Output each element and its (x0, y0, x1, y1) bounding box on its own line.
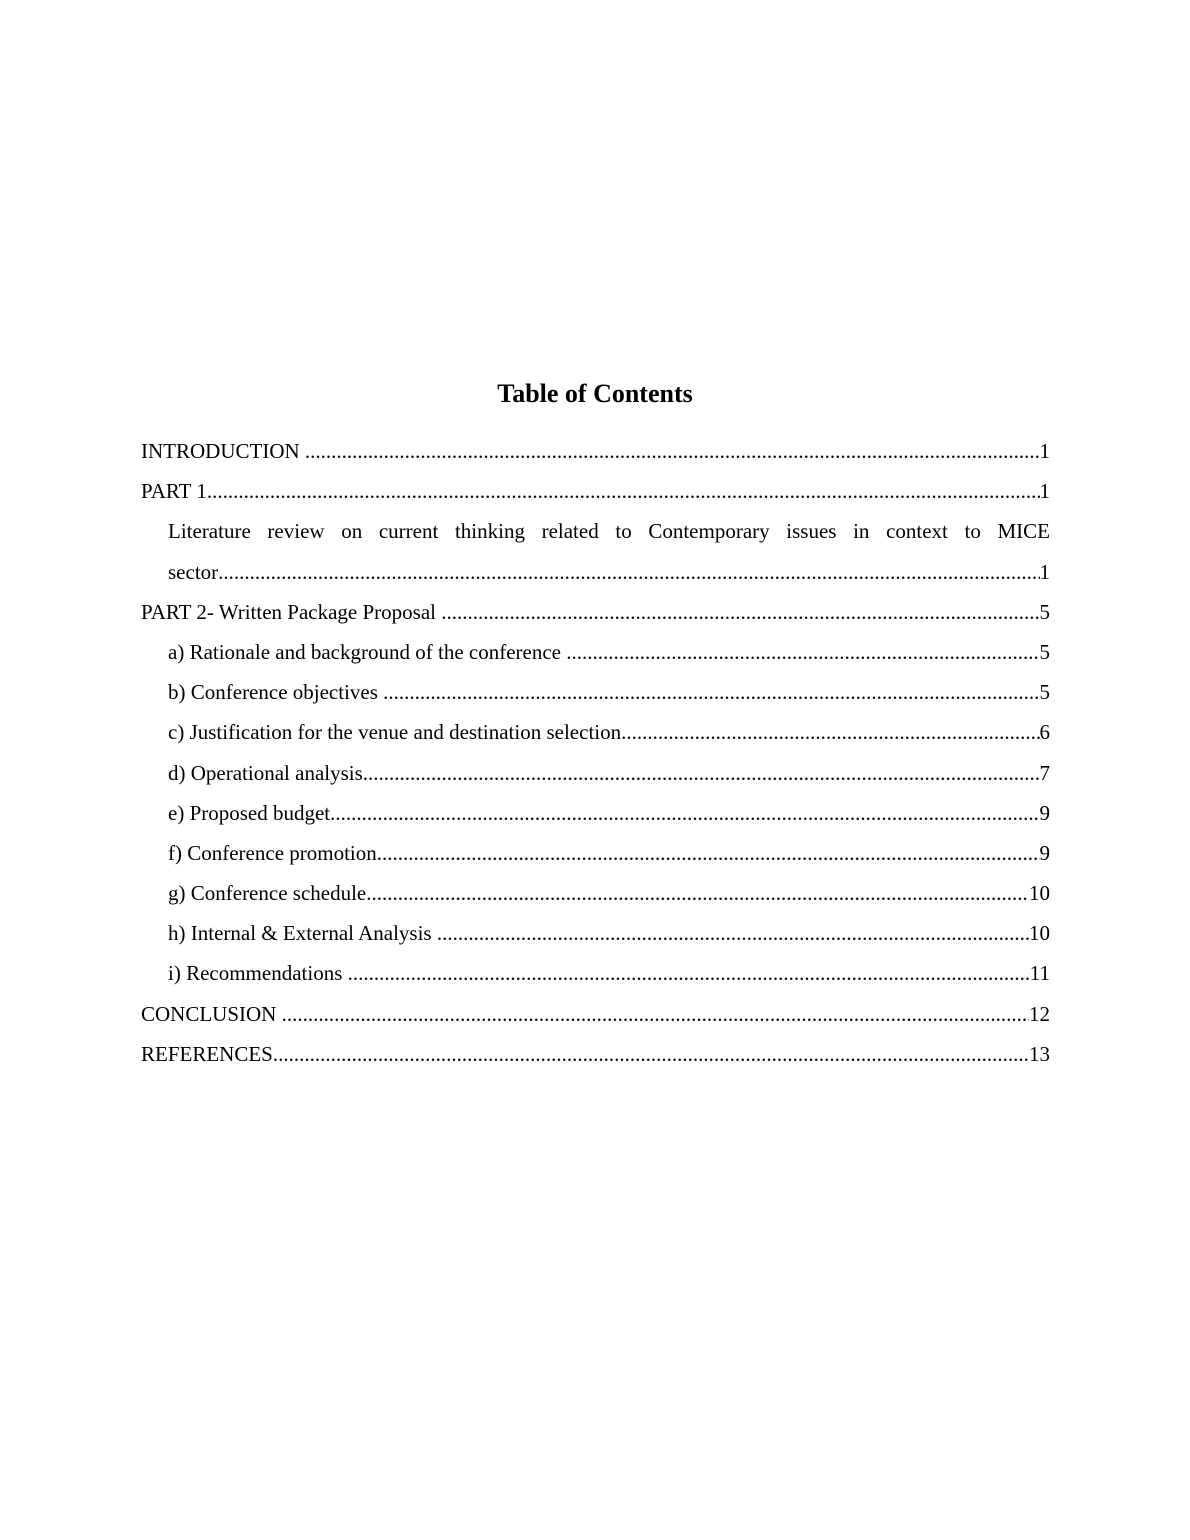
toc-entry-part-2[interactable] (141, 592, 1050, 632)
toc-entry-rationale[interactable] (141, 632, 1050, 672)
toc-page-number: 5 (1039, 599, 1050, 624)
toc-entry-label-line-2-row (168, 552, 1050, 592)
toc-entry-label: PART 1 (141, 479, 207, 504)
toc-dot-leader (273, 1034, 1029, 1074)
toc-page-number: 12 (1029, 1001, 1050, 1026)
toc-entry-internal-external-analysis[interactable] (141, 913, 1050, 953)
toc-entry-references[interactable] (141, 1034, 1050, 1074)
toc-dot-leader (437, 913, 1029, 953)
toc-entry-label: h) Internal & External Analysis (168, 921, 437, 946)
toc-entry-label: i) Recommendations (168, 961, 348, 986)
toc-entry-proposed-budget[interactable] (141, 793, 1050, 833)
toc-entry-operational-analysis[interactable] (141, 753, 1050, 793)
toc-entry-label: CONCLUSION (141, 1001, 282, 1026)
toc-dot-leader (621, 712, 1039, 752)
toc-entry-label: c) Justification for the venue and destination selection (168, 720, 622, 745)
toc-page-number: 5 (1039, 639, 1050, 664)
toc-entry-label: f) Conference promotion (168, 840, 377, 865)
toc-dot-leader (207, 471, 1040, 511)
toc-entry-conclusion[interactable] (141, 994, 1050, 1034)
toc-entry-label: REFERENCES (141, 1041, 273, 1066)
toc-entry-label: e) Proposed budget (168, 800, 331, 825)
toc-dot-leader (441, 592, 1039, 632)
toc-entry-justification[interactable] (141, 712, 1050, 752)
toc-dot-leader (366, 873, 1029, 913)
toc-dot-leader (305, 431, 1040, 471)
toc-page-number: 11 (1029, 961, 1050, 986)
toc-dot-leader (363, 753, 1040, 793)
toc-page-number: 6 (1039, 720, 1050, 745)
toc-title: Table of Contents (497, 379, 693, 408)
table-of-contents (141, 431, 1050, 1074)
toc-dot-leader (348, 953, 1030, 993)
toc-entry-part-1[interactable] (141, 471, 1050, 511)
toc-dot-leader (566, 632, 1039, 672)
toc-page-number: 7 (1039, 760, 1050, 785)
toc-entry-objectives[interactable] (141, 672, 1050, 712)
toc-page-number: 9 (1039, 840, 1050, 865)
toc-entry-label: INTRODUCTION (141, 439, 305, 463)
toc-dot-leader (282, 994, 1029, 1034)
toc-page-number: 1 (1039, 559, 1050, 584)
toc-entry-conference-schedule[interactable] (141, 873, 1050, 913)
toc-entry-conference-promotion[interactable] (141, 833, 1050, 873)
toc-entry-label: a) Rationale and background of the conference (168, 639, 567, 664)
toc-page-number: 5 (1039, 680, 1050, 705)
toc-entry-label: d) Operational analysis (168, 760, 363, 785)
toc-entry-label: g) Conference schedule (168, 881, 367, 906)
toc-entry-label-line-2: sector (168, 559, 219, 584)
toc-page-number: 9 (1039, 800, 1050, 825)
toc-page-number: 1 (1039, 439, 1050, 463)
toc-entry-label: b) Conference objectives (168, 680, 384, 705)
toc-page-number: 13 (1029, 1041, 1050, 1066)
toc-entry-introduction[interactable] (141, 431, 1050, 471)
toc-entry-label-line-1: Literature review on current thinking related to Contemporary issues in context to MICE (168, 519, 1050, 544)
toc-entry-label: PART 2- Written Package Proposal (141, 599, 442, 624)
toc-page-number: 10 (1029, 921, 1050, 946)
toc-page-number: 10 (1029, 881, 1050, 906)
toc-dot-leader (218, 552, 1039, 592)
toc-dot-leader (377, 833, 1040, 873)
toc-entry-literature-review[interactable] (141, 511, 1050, 591)
toc-entry-recommendations[interactable] (141, 953, 1050, 993)
toc-dot-leader (330, 793, 1039, 833)
toc-page-number: 1 (1039, 479, 1050, 504)
toc-dot-leader (383, 672, 1039, 712)
